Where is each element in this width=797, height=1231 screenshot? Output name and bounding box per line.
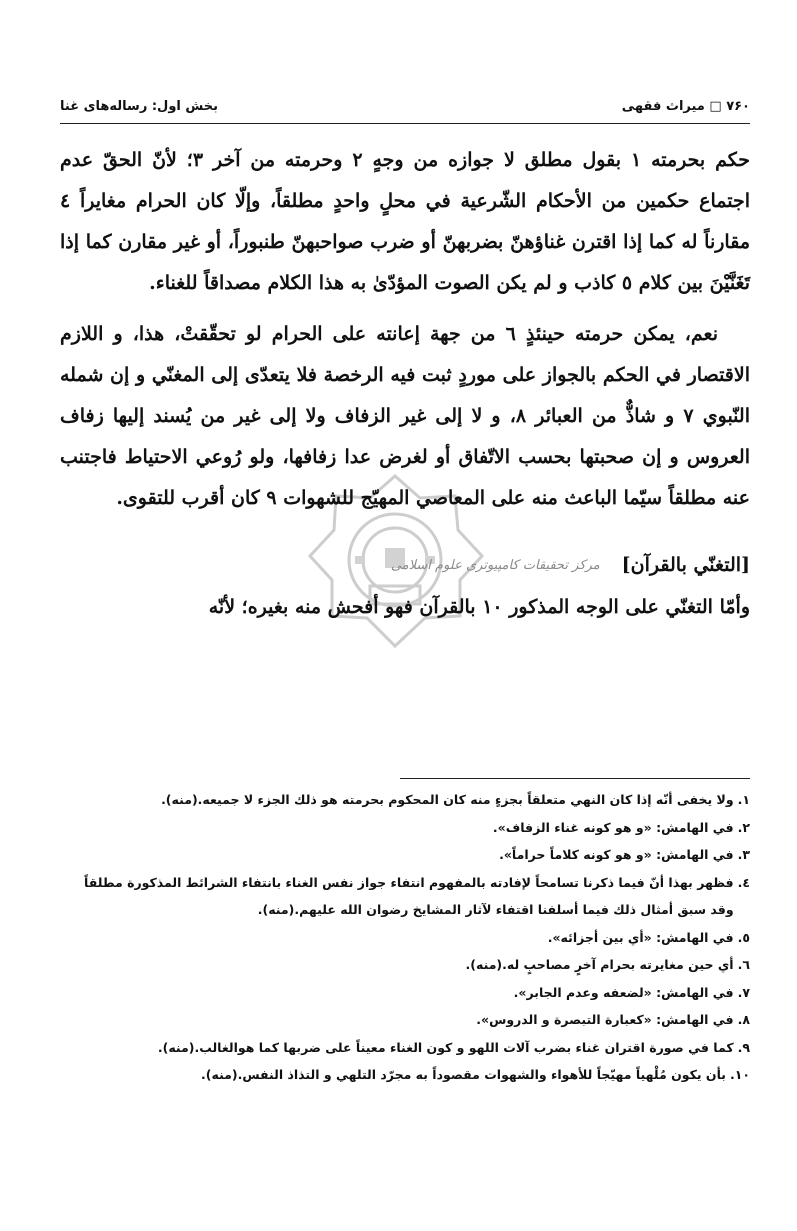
header-divider (60, 123, 750, 124)
header-section-label: بخش اول: رساله‌های غنا (60, 98, 219, 114)
footnote-6: ٦. أي حين مغايرته بحرام آخرٍ مصاحبٍ له.(منه). (465, 957, 750, 972)
section-title: [التغنّي بالقرآن] (621, 553, 750, 576)
footnote-8: ٨. في الهامش: «كعبارة التبصرة و الدروس». (476, 1012, 750, 1027)
footnote-1: ١. ولا يخفى أنّه إذا كان النهي متعلقاً بجزءٍ منه كان المحكوم بحرمته هو ذلك الجزء لا جميعه.(منه). (161, 792, 750, 807)
footnote-2: ٢. في الهامش: «و هو كونه غناء الزفاف». (492, 819, 750, 835)
footnote-divider (400, 778, 750, 779)
paragraph-2: نعم، يمكن حرمته حينئذٍ ٦ من جهة إعانته على الحرام لو تحقّقتْ، هذا، و اللازم الاقتصار في الحكم بالجواز على موردٍ ثبت فيه الرخصة فلا يتعدّى إلى المغنّي و إن شمله النّبوي ٧ و شاذٌّ من العبائر ٨، و لا إلى غير الزفاف ولا إلى غير من يُسند إليها زفاف العروس و إن صحبتها بحسب الاتّفاق أو لغرض عدا زفافها، ولو رُوعي الاحتياط فاجتنب عنه مطلقاً سيّما الباعث منه على المعاصي المهيّج للشهوات ٩ كان أقرب للتقوى. (60, 323, 750, 509)
watermark-stamp-text: مرکز تحقیقات کامپیوتری علوم اسلامی (390, 557, 600, 573)
header-page-label: ۷۶۰ □ میراث فقهی (621, 98, 750, 114)
page-header (60, 94, 750, 118)
footnote-5: ٥. في الهامش: «أي بين أجزائه». (547, 929, 750, 945)
footnote-9: ٩. كما في صورة اقتران غناء بضرب آلات اللهو و كون الغناء معيناً على ضربها كما هوالغالب.(منه). (157, 1039, 750, 1055)
paragraph-1: حكم بحرمته ١ بقول مطلق لا جوازه من وجهٍ ٢ وحرمته من آخر ٣؛ لأنّ الحقّ عدم اجتماع حكمين من الأحكام الشّرعية في محلٍ واحدٍ مطلقاً، وإلّا كان الحرام مغايراً ٤ مقارناً له كما إذا اقترن غناؤهنّ بضربهنّ أو ضرب صواحبهنّ طنبوراً، أو غير مقارن كما إذا تَغَنَّيْنَ بين كلام ٥ كاذب و لم يكن الصوت المؤدّىٰ به هذا الكلام مصداقاً للغناء. (60, 149, 750, 294)
footnotes (60, 786, 750, 1089)
paragraph-3: وأمّا التغنّي على الوجه المذكور ١٠ بالقرآن فهو أفحش منه بغيره؛ لأنّه (208, 596, 750, 618)
footnote-4: ٤. فظهر بهذا أنّ فيما ذكرنا تسامحاً لإفادته بالمفهوم انتفاء جواز نفس الغناء بانتفاء الشرائط المذكورة مطلقاً وقد سبق أمثال ذلك فيما أسلفنا اقتفاء لآثار المشايخ رضوان الله عليهم.(منه). (84, 874, 750, 917)
section-heading-row (60, 543, 750, 587)
header-page-group (622, 99, 750, 114)
footnote-10: ١٠. بأن يكون مُلْهياً مهيّجاً للأهواء والشهوات مقصوداً به مجرّد التلهي و التذاذ النفس.(منه). (201, 1067, 750, 1082)
main-text (60, 140, 750, 628)
footnote-7: ٧. في الهامش: «لضعفه وعدم الجابر». (513, 984, 750, 1000)
footnote-3: ٣. في الهامش: «و هو كونه كلاماً حراماً». (499, 847, 750, 862)
